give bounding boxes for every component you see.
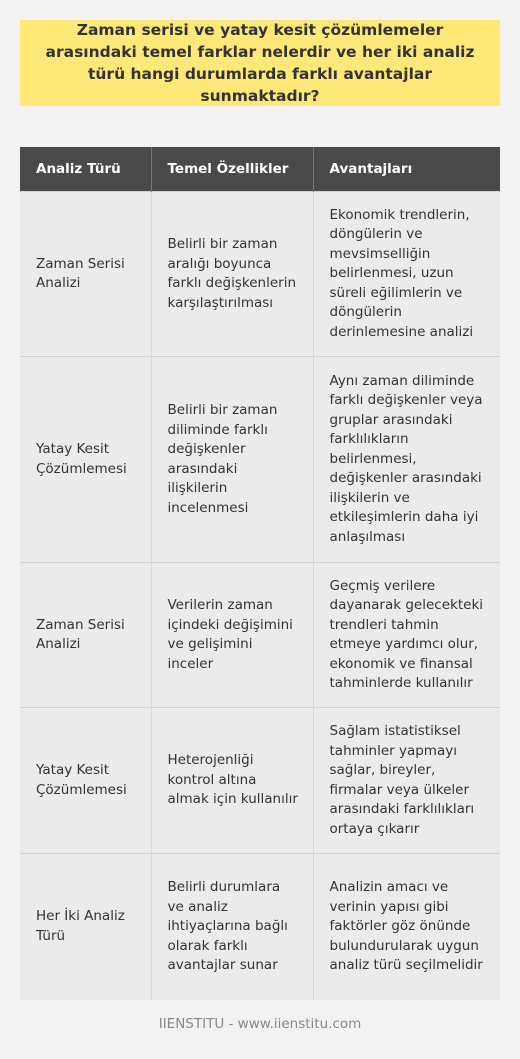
cell-analysis-type: Her İki Analiz Türü <box>20 854 151 1000</box>
table-header-row <box>20 147 500 192</box>
title-banner <box>20 20 500 106</box>
cell-analysis-type: Zaman Serisi Analizi <box>20 563 151 708</box>
column-header-features: Temel Özellikler <box>151 147 313 192</box>
cell-analysis-type: Yatay Kesit Çözümlemesi <box>20 708 151 854</box>
cell-features: Heterojenliği kontrol altına almak için kullanılır <box>151 708 313 854</box>
table-row <box>20 708 500 854</box>
column-header-advantages: Avantajları <box>313 147 500 192</box>
cell-analysis-type: Yatay Kesit Çözümlemesi <box>20 357 151 563</box>
table-row <box>20 563 500 708</box>
cell-advantages: Aynı zaman diliminde farklı değişkenler veya gruplar arasındaki farklılıkların belirlenmesi, değişkenler arasındaki ilişkilerin ve etkileşimlerin daha iyi anlaşılması <box>313 357 500 563</box>
table-row <box>20 192 500 357</box>
cell-advantages: Analizin amacı ve verinin yapısı gibi faktörler göz önünde bulundurularak uygun analiz türü seçilmelidir <box>313 854 500 1000</box>
cell-features: Verilerin zaman içindeki değişimini ve gelişimini inceler <box>151 563 313 708</box>
cell-features: Belirli bir zaman aralığı boyunca farklı değişkenlerin karşılaştırılması <box>151 192 313 357</box>
page-title: Zaman serisi ve yatay kesit çözümlemeler arasındaki temel farklar nelerdir ve her iki analiz türü hangi durumlarda farklı avantajlar sunmaktadır? <box>45 21 475 105</box>
cell-features: Belirli bir zaman diliminde farklı değişkenler arasındaki ilişkilerin incelenmesi <box>151 357 313 563</box>
table-row <box>20 357 500 563</box>
table-row <box>20 854 500 1000</box>
footer-credit: IIENSTITU - www.iienstitu.com <box>158 1016 362 1032</box>
cell-advantages: Sağlam istatistiksel tahminler yapmayı sağlar, bireyler, firmalar veya ülkeler arasındaki farklılıkları ortaya çıkarır <box>313 708 500 854</box>
cell-features: Belirli durumlara ve analiz ihtiyaçlarına bağlı olarak farklı avantajlar sunar <box>151 854 313 1000</box>
cell-analysis-type: Zaman Serisi Analizi <box>20 192 151 357</box>
comparison-table <box>20 147 500 1000</box>
cell-advantages: Geçmiş verilere dayanarak gelecekteki trendleri tahmin etmeye yardımcı olur, ekonomik ve finansal tahminlerde kullanılır <box>313 563 500 708</box>
column-header-analysis-type: Analiz Türü <box>20 147 151 192</box>
cell-advantages: Ekonomik trendlerin, döngülerin ve mevsimselliğin belirlenmesi, uzun süreli eğilimlerin ve döngülerin derinlemesine analizi <box>313 192 500 357</box>
